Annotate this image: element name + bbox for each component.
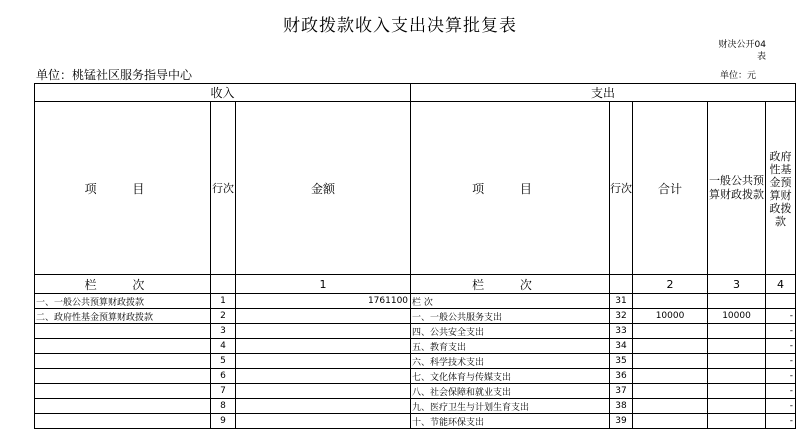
expense-row-no-cell: 34 <box>610 339 633 354</box>
expense-row-no-cell: 38 <box>610 399 633 414</box>
table-row <box>35 414 796 429</box>
income-item-cell <box>35 399 211 414</box>
expense-total-cell <box>633 399 708 414</box>
income-item-cell <box>35 414 211 429</box>
expense-total-cell <box>633 369 708 384</box>
income-row-no-header: 行次 <box>211 102 236 275</box>
form-code <box>700 39 766 63</box>
expense-row-no-cell: 36 <box>610 369 633 384</box>
expense-total-cell <box>633 384 708 399</box>
income-row-no-cell: 8 <box>211 399 236 414</box>
general-budget-cell <box>708 294 766 309</box>
gov-fund-cell: - <box>766 414 796 429</box>
income-amount-cell <box>236 369 411 384</box>
income-item-cell <box>35 324 211 339</box>
gov-fund-cell: - <box>766 339 796 354</box>
income-amount-cell <box>236 324 411 339</box>
budget-table <box>34 83 796 429</box>
income-row-no-cell: 5 <box>211 354 236 369</box>
expense-row-no-cell: 32 <box>610 309 633 324</box>
expense-total-cell: 10000 <box>633 309 708 324</box>
form-code-line2: 表 <box>756 52 766 62</box>
col-number-1: 1 <box>236 275 411 294</box>
income-amount-header: 金额 <box>236 102 411 275</box>
table-row <box>35 294 796 309</box>
general-budget-cell <box>708 354 766 369</box>
expense-item-cell: 五、教育支出 <box>411 339 610 354</box>
income-item-cell: 二、政府性基金预算财政拨款 <box>35 309 211 324</box>
expense-header: 支出 <box>411 84 796 102</box>
income-header: 收入 <box>35 84 411 102</box>
table-row <box>35 324 796 339</box>
income-column-label: 栏 次 <box>35 275 211 294</box>
expense-row-no-header: 行次 <box>610 102 633 275</box>
general-budget-cell <box>708 399 766 414</box>
income-item-cell <box>35 384 211 399</box>
income-amount-cell <box>236 414 411 429</box>
expense-row-no-cell: 31 <box>610 294 633 309</box>
expense-total-cell <box>633 339 708 354</box>
form-code-line1: 财决公开04 <box>718 40 766 50</box>
expense-total-header: 合计 <box>633 102 708 275</box>
expense-item-header: 项 目 <box>411 102 610 275</box>
income-row-no-cell: 2 <box>211 309 236 324</box>
expense-total-cell <box>633 414 708 429</box>
expense-item-cell: 十、节能环保支出 <box>411 414 610 429</box>
general-budget-cell <box>708 414 766 429</box>
general-budget-cell: 10000 <box>708 309 766 324</box>
table-row <box>35 399 796 414</box>
gov-fund-header: 政府性基金预算财政拨款 <box>766 102 796 275</box>
gov-fund-cell: - <box>766 399 796 414</box>
expense-column-blank <box>610 275 633 294</box>
gov-fund-cell: - <box>766 324 796 339</box>
expense-item-cell: 八、社会保障和就业支出 <box>411 384 610 399</box>
table-row <box>35 369 796 384</box>
expense-item-cell: 九、医疗卫生与计划生育支出 <box>411 399 610 414</box>
currency-unit: 单位：元 <box>720 71 757 81</box>
expense-row-no-cell: 33 <box>610 324 633 339</box>
gov-fund-cell: - <box>766 384 796 399</box>
income-item-header: 项 目 <box>35 102 211 275</box>
expense-total-cell <box>633 324 708 339</box>
gov-fund-cell: - <box>766 309 796 324</box>
income-amount-cell <box>236 354 411 369</box>
table-row <box>35 339 796 354</box>
general-budget-cell <box>708 324 766 339</box>
gov-fund-cell: - <box>766 354 796 369</box>
gov-fund-cell: - <box>766 369 796 384</box>
income-amount-cell: 1761100 <box>236 294 411 309</box>
table-row <box>35 354 796 369</box>
income-item-cell: 一、一般公共预算财政拨款 <box>35 294 211 309</box>
general-budget-cell <box>708 384 766 399</box>
expense-column-label: 栏 次 <box>411 275 610 294</box>
expense-row-no-cell: 35 <box>610 354 633 369</box>
general-budget-header: 一般公共预算财政拨款 <box>708 102 766 275</box>
income-amount-cell <box>236 309 411 324</box>
expense-item-cell: 七、文化体育与传媒支出 <box>411 369 610 384</box>
income-row-no-cell: 7 <box>211 384 236 399</box>
col-number-4: 4 <box>766 275 796 294</box>
general-budget-cell <box>708 369 766 384</box>
gov-fund-cell <box>766 294 796 309</box>
income-row-no-cell: 3 <box>211 324 236 339</box>
income-row-no-cell: 1 <box>211 294 236 309</box>
expense-item-cell: 一、一般公共服务支出 <box>411 309 610 324</box>
col-number-2: 2 <box>633 275 708 294</box>
col-number-3: 3 <box>708 275 766 294</box>
expense-total-cell <box>633 294 708 309</box>
income-item-cell <box>35 354 211 369</box>
income-row-no-cell: 4 <box>211 339 236 354</box>
income-item-cell <box>35 339 211 354</box>
unit-label: 单位：桃锰社区服务指导中心 <box>36 68 193 82</box>
income-amount-cell <box>236 384 411 399</box>
income-column-blank <box>211 275 236 294</box>
income-amount-cell <box>236 339 411 354</box>
income-item-cell <box>35 369 211 384</box>
expense-row-no-cell: 39 <box>610 414 633 429</box>
table-row <box>35 384 796 399</box>
page-title: 财政拨款收入支出决算批复表 <box>283 16 517 36</box>
table-row <box>35 309 796 324</box>
expense-total-cell <box>633 354 708 369</box>
income-row-no-cell: 9 <box>211 414 236 429</box>
expense-row-no-cell: 37 <box>610 384 633 399</box>
expense-item-cell: 四、公共安全支出 <box>411 324 610 339</box>
expense-item-cell: 六、科学技术支出 <box>411 354 610 369</box>
general-budget-cell <box>708 339 766 354</box>
income-row-no-cell: 6 <box>211 369 236 384</box>
income-amount-cell <box>236 399 411 414</box>
expense-item-cell: 栏 次 <box>411 294 610 309</box>
